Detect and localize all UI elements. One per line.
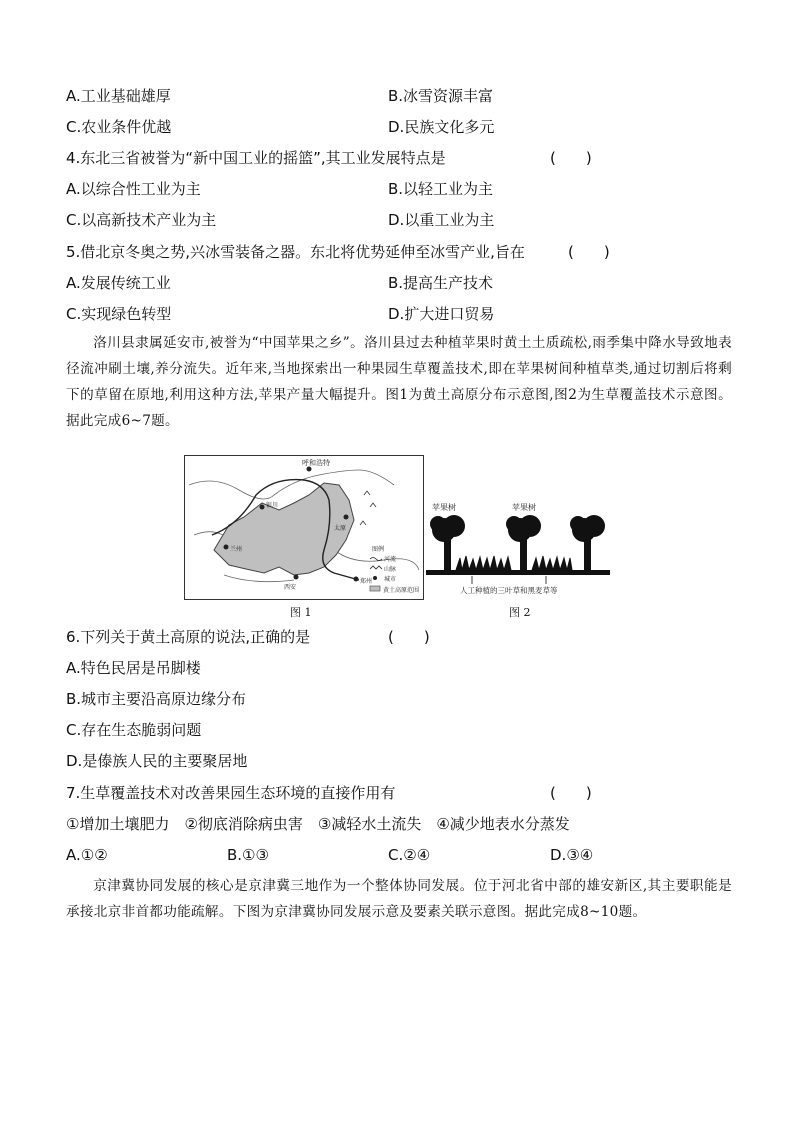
passage-jingjinji: 京津冀协同发展的核心是京津冀三地作为一个整体协同发展。位于河北省中部的雄安新区,其主要职能是承接北京非首都功能疏解。下图为京津冀协同发展示意及要素关联示意图。据此完成8~10题。 xyxy=(66,878,732,920)
legend-plateau: 黄土高原范围 xyxy=(383,587,420,594)
grass-cover-diagram xyxy=(424,498,614,598)
loess-plateau-map xyxy=(184,455,424,600)
q5-option-d: D.扩大进口贸易 xyxy=(388,305,495,323)
q5-option-a: A.发展传统工业 xyxy=(66,274,171,292)
q3-option-b: B.冰雪资源丰富 xyxy=(388,87,494,105)
figure-2-caption: 图 2 xyxy=(509,606,531,619)
q4-option-a: A.以综合性工业为主 xyxy=(66,180,201,198)
q7-option-b: B.①③ xyxy=(227,846,269,864)
tree-label-1: 苹果树 xyxy=(432,503,456,512)
q3-option-d: D.民族文化多元 xyxy=(388,118,495,136)
q6-option-d: D.是傣族人民的主要聚居地 xyxy=(66,752,248,770)
q4-option-d: D.以重工业为主 xyxy=(388,211,495,229)
q7-stem: 7.生草覆盖技术对改善果园生态环境的直接作用有 xyxy=(66,784,396,802)
apple-tree-icon xyxy=(570,515,605,570)
q5-answer-bracket: ( ) xyxy=(568,243,610,261)
q7-option-a: A.①② xyxy=(66,846,108,864)
legend-river: 河流 xyxy=(384,556,397,563)
q6-stem: 6.下列关于黄土高原的说法,正确的是 xyxy=(66,628,311,646)
passage-luochuan: 洛川县隶属延安市,被誉为“中国苹果之乡”。洛川县过去种植苹果时黄土土质疏松,雨季集中降水导致地表径流冲刷土壤,养分流失。近年来,当地探索出一种果园生草覆盖技术,即在苹果树间种植草类,通过切割后将剩下的草留在原地,利用这种方法,苹果产量大幅提升。图1为黄土高原分布示意图,图2为生草覆盖技术示意图。据此完成6~7题。 xyxy=(66,335,732,429)
grass-label: 人工种植的三叶草和黑麦草等 xyxy=(460,586,558,595)
city-label-taiyuan: 太原 xyxy=(334,525,347,532)
q6-option-a: A.特色民居是吊脚楼 xyxy=(66,659,201,677)
q3-option-a: A.工业基础雄厚 xyxy=(66,87,171,105)
q4-stem: 4.东北三省被誉为“新中国工业的摇篮”,其工业发展特点是 xyxy=(66,149,446,167)
city-label-lanzhou: 兰州 xyxy=(230,546,243,553)
q5-option-b: B.提高生产技术 xyxy=(388,274,494,292)
legend-title: 图例 xyxy=(372,546,385,553)
city-label-yinchuan: 银川 xyxy=(266,502,279,509)
q4-answer-bracket: ( ) xyxy=(550,149,592,167)
q4-option-c: C.以高新技术产业为主 xyxy=(66,211,217,229)
legend-mountain: 山脉 xyxy=(384,566,397,573)
tree-label-2: 苹果树 xyxy=(512,503,536,512)
q7-option-d: D.③④ xyxy=(550,846,594,864)
city-label-xian: 西安 xyxy=(284,584,297,591)
figure-1-map xyxy=(184,455,424,604)
q7-option-c: C.②④ xyxy=(388,846,431,864)
city-label-zhengzhou: 郑州 xyxy=(360,578,373,585)
q3-option-c: C.农业条件优越 xyxy=(66,118,172,136)
q6-answer-bracket: ( ) xyxy=(388,628,430,646)
q4-option-b: B.以轻工业为主 xyxy=(388,180,494,198)
q7-answer-bracket: ( ) xyxy=(550,784,592,802)
figure-2-diagram xyxy=(424,498,614,602)
q6-option-b: B.城市主要沿高原边缘分布 xyxy=(66,690,247,708)
q6-option-c: C.存在生态脆弱问题 xyxy=(66,721,202,739)
q5-stem: 5.借北京冬奥之势,兴冰雪装备之器。东北将优势延伸至冰雪产业,旨在 xyxy=(66,243,525,261)
city-label-hohhot: 呼和浩特 xyxy=(302,459,330,467)
q5-option-c: C.实现绿色转型 xyxy=(66,305,172,323)
q7-statements: ①增加土壤肥力 ②彻底消除病虫害 ③减轻水土流失 ④减少地表水分蒸发 xyxy=(66,815,570,833)
legend-city: 城市 xyxy=(384,576,397,583)
figure-1-caption: 图 1 xyxy=(290,606,312,619)
